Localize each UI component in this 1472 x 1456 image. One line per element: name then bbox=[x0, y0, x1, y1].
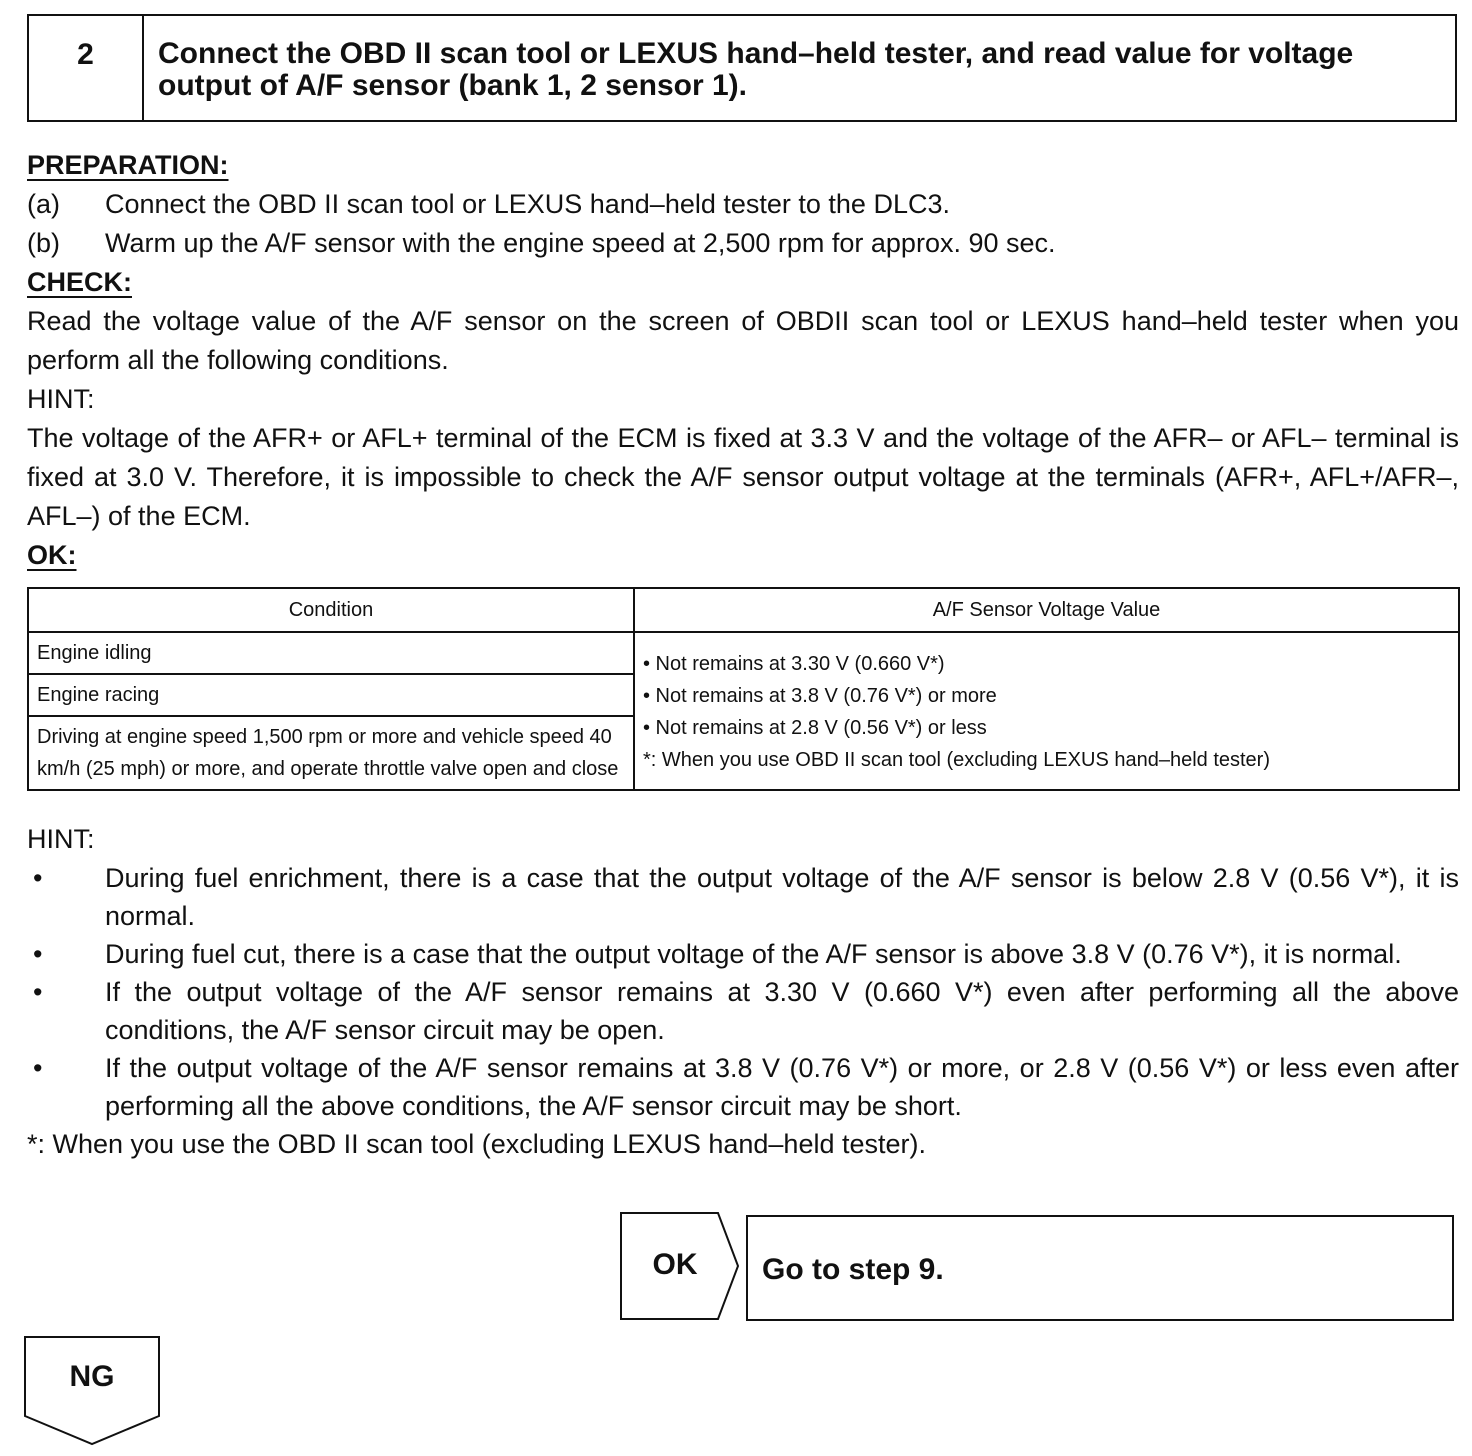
bullet-text: During fuel cut, there is a case that the output voltage of the A/F sensor is above 3.8 V (0.76 V*), it is normal. bbox=[105, 939, 1402, 969]
ng-flow-arrow bbox=[24, 1336, 162, 1448]
list-item bbox=[27, 935, 1459, 973]
condition-cell: Engine idling bbox=[28, 632, 634, 674]
table-row bbox=[28, 632, 1459, 674]
step-header bbox=[27, 14, 1457, 122]
preparation-item bbox=[27, 224, 1459, 263]
step-title: Connect the OBD II scan tool or LEXUS hand–held tester, and read value for voltage output of A/F sensor (bank 1, 2 sensor 1). bbox=[158, 37, 1354, 102]
voltage-value-cell bbox=[634, 632, 1459, 790]
table-header-row bbox=[28, 588, 1459, 632]
preparation-item-label: (a) bbox=[27, 189, 60, 219]
check-text: Read the voltage value of the A/F sensor on the screen of OBDII scan tool or LEXUS hand–held tester when you perform all the following conditions. bbox=[27, 306, 1459, 375]
bullet-icon: • bbox=[33, 863, 43, 893]
preparation-item-text: Connect the OBD II scan tool or LEXUS hand–held tester to the DLC3. bbox=[105, 189, 950, 219]
hint-label: HINT: bbox=[27, 384, 95, 414]
ok-flow-arrow bbox=[620, 1212, 740, 1320]
bullet-icon: • bbox=[33, 1053, 43, 1083]
bullet-icon: • bbox=[33, 977, 43, 1007]
list-item bbox=[27, 973, 1459, 1049]
ok-label: OK bbox=[652, 1248, 698, 1281]
step-number: 2 bbox=[29, 16, 144, 120]
hint-text: The voltage of the AFR+ or AFL+ terminal of the ECM is fixed at 3.3 V and the voltage of the AFR– or AFL– terminal is fixed at 3.0 V. Therefore, it is impossible to check the A/F sensor output voltage at the terminals (AFR+, AFL+/AFR–, AFL–) of the ECM. bbox=[27, 423, 1459, 531]
ok-condition-table bbox=[27, 587, 1460, 791]
voltage-value-line: • Not remains at 3.30 V (0.660 V*) bbox=[643, 653, 945, 675]
voltage-value-line: • Not remains at 3.8 V (0.76 V*) or more bbox=[643, 685, 997, 707]
bullet-text: If the output voltage of the A/F sensor remains at 3.8 V (0.76 V*) or more, or 2.8 V (0.56 V*) or less even after performing all the above conditions, the A/F sensor circuit may be short. bbox=[105, 1053, 1459, 1121]
hint-bullet-list bbox=[27, 859, 1459, 1125]
preparation-item bbox=[27, 185, 1459, 224]
ok-action-text: Go to step 9. bbox=[762, 1253, 944, 1286]
ok-action-box bbox=[746, 1215, 1454, 1321]
preparation-heading: PREPARATION: bbox=[27, 150, 229, 180]
check-heading: CHECK: bbox=[27, 267, 132, 297]
condition-cell: Driving at engine speed 1,500 rpm or more and vehicle speed 40 km/h (25 mph) or more, and operate throttle valve open and close bbox=[28, 716, 634, 790]
preparation-item-text: Warm up the A/F sensor with the engine speed at 2,500 rpm for approx. 90 sec. bbox=[105, 228, 1056, 258]
hint-label: HINT: bbox=[27, 824, 95, 854]
bullet-text: During fuel enrichment, there is a case that the output voltage of the A/F sensor is below 2.8 V (0.56 V*), it is normal. bbox=[105, 863, 1459, 931]
ng-label: NG bbox=[69, 1360, 115, 1393]
preparation-item-label: (b) bbox=[27, 228, 60, 258]
voltage-value-note: *: When you use OBD II scan tool (excluding LEXUS hand–held tester) bbox=[643, 749, 1271, 771]
footnote: *: When you use the OBD II scan tool (excluding LEXUS hand–held tester). bbox=[27, 1129, 926, 1159]
condition-cell: Engine racing bbox=[28, 674, 634, 716]
bullet-text: If the output voltage of the A/F sensor remains at 3.30 V (0.660 V*) even after performing all the above conditions, the A/F sensor circuit may be open. bbox=[105, 977, 1459, 1045]
ok-table-wrapper bbox=[27, 587, 1458, 791]
column-header-condition: Condition bbox=[28, 588, 634, 632]
hint-section bbox=[27, 820, 1459, 1164]
column-header-voltage: A/F Sensor Voltage Value bbox=[634, 588, 1459, 632]
list-item bbox=[27, 859, 1459, 935]
ok-heading: OK: bbox=[27, 540, 77, 570]
preparation-section bbox=[27, 146, 1459, 575]
voltage-value-line: • Not remains at 2.8 V (0.56 V*) or less bbox=[643, 717, 987, 739]
bullet-icon: • bbox=[33, 939, 43, 969]
list-item bbox=[27, 1049, 1459, 1125]
